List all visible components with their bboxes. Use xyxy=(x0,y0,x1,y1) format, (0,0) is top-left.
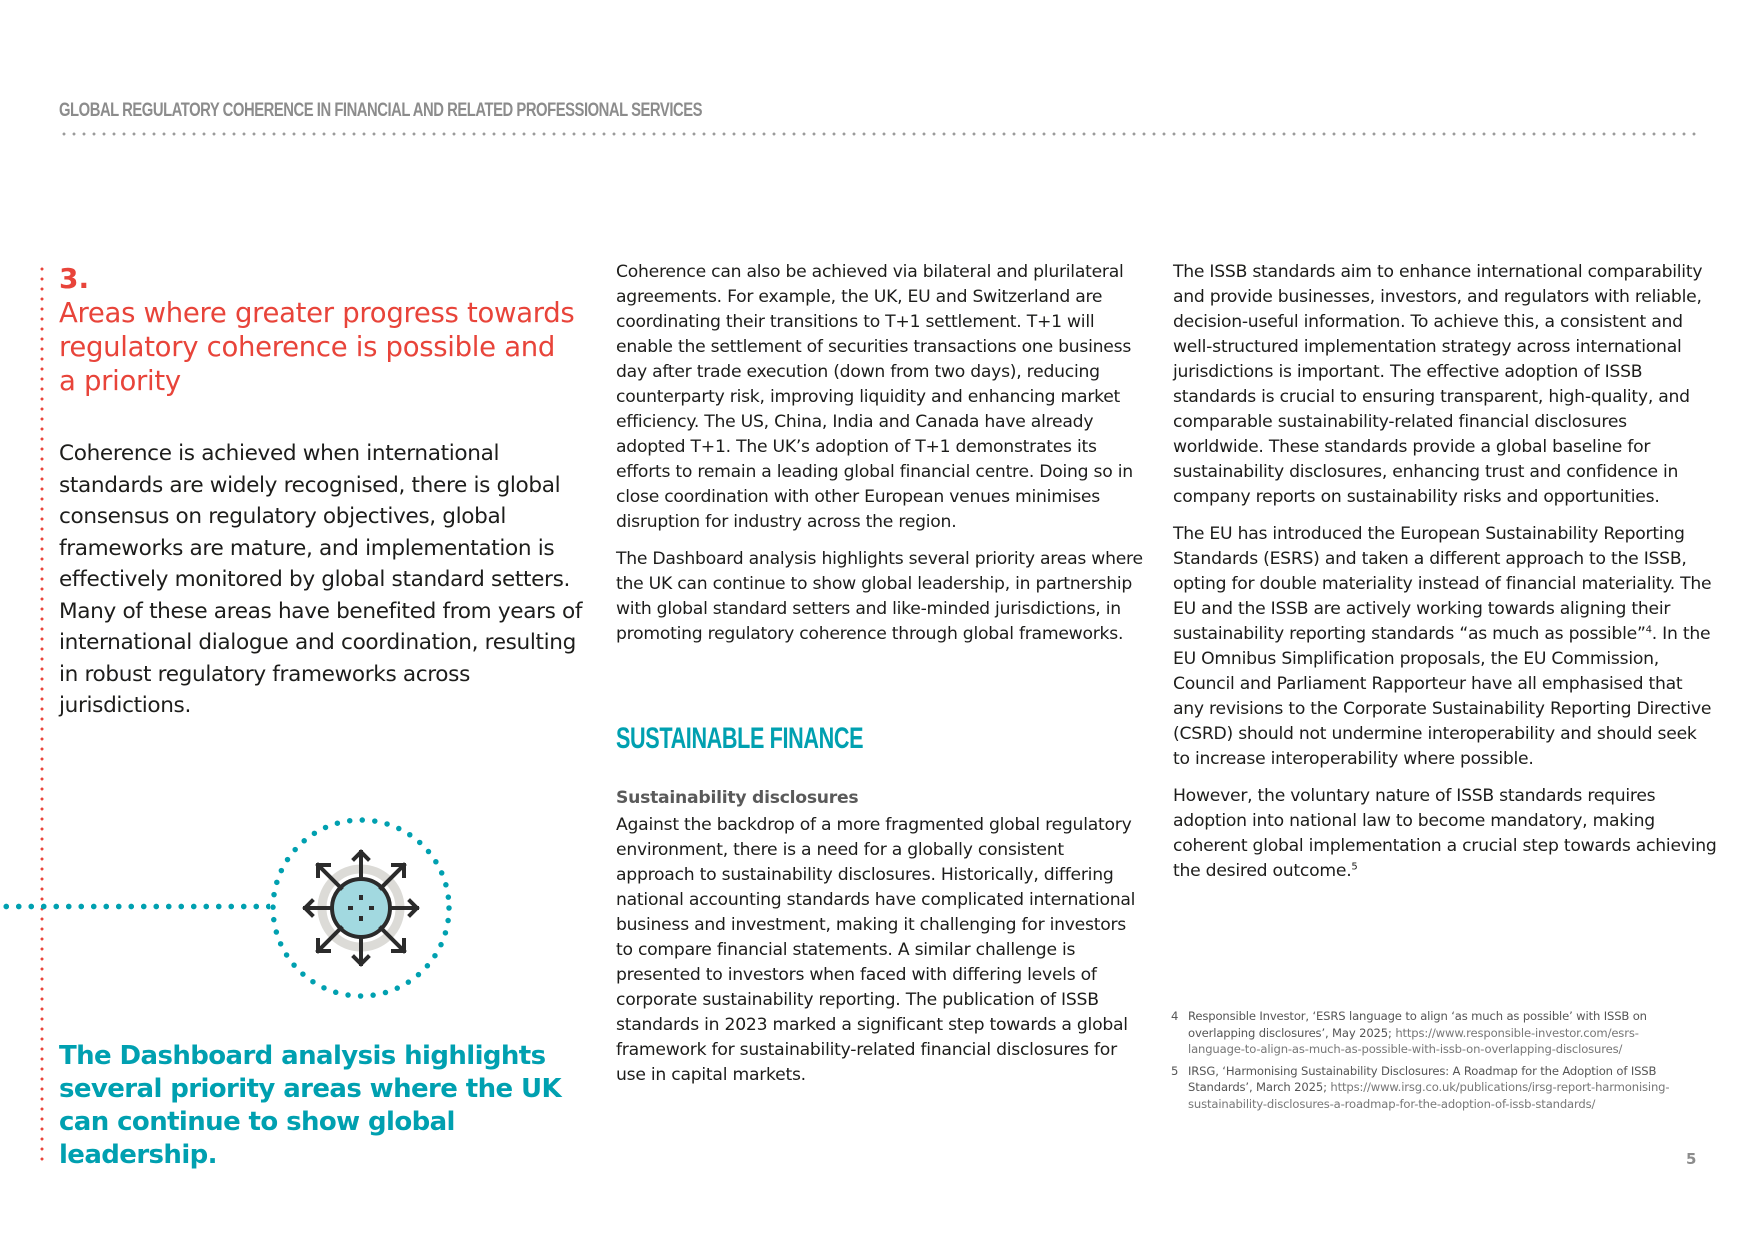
section-number: 3. xyxy=(59,262,90,295)
footnote xyxy=(1171,1008,1691,1058)
header-dotted-divider xyxy=(59,132,1699,136)
footnote-number: 5 xyxy=(1171,1063,1179,1078)
subheading-sustainability-disclosures: Sustainability disclosures xyxy=(616,788,859,808)
footnote-text: IRSG, ‘Harmonising Sustainability Disclosures: A Roadmap for the Adoption of ISSB Standards’, March 2025; xyxy=(1188,1063,1657,1094)
section-dotted-rule xyxy=(40,264,44,1164)
middle-column-lower xyxy=(616,813,1146,1100)
footnote-ref-5[interactable]: 5 xyxy=(1351,861,1358,873)
middle-column xyxy=(616,260,1146,659)
paragraph: Against the backdrop of a more fragmented global regulatory environment, there is a need for a globally consistent approach to sustainability disclosures. Historically, differing national accounting standards have complicated international business and investment, making it challenging for investors to compare financial statements. A similar challenge is presented to investors when faced with differing levels of corporate sustainability reporting. The publication of ISSB standards in 2023 marked a significant step towards a global framework for sustainability-related financial disclosures for use in capital markets. xyxy=(616,815,1136,1085)
paragraph: The ISSB standards aim to enhance international comparability and provide businesses, investors, and regulators with reliable, decision-useful information. To achieve this, a consistent and well-structured implementation strategy across international jurisdictions is important. The effective adoption of ISSB standards is crucial to ensuring transparent, high-quality, and comparable sustainability-related financial disclosures worldwide. These standards provide a global baseline for sustainability disclosures, enhancing trust and confidence in company reports on sustainability risks and opportunities. xyxy=(1173,262,1703,507)
section-title: Areas where greater progress towards regulatory coherence is possible and a priority xyxy=(59,297,575,397)
page-number: 5 xyxy=(1686,1150,1697,1168)
right-column xyxy=(1173,260,1718,896)
paragraph: Coherence can also be achieved via bilateral and plurilateral agreements. For example, the UK, EU and Switzerland are coordinating their transitions to T+1 settlement. T+1 will enable the settlement of securities transactions one business day after trade execution (down from two days), reducing counterparty risk, improving liquidity and enhancing market efficiency. The US, China, India and Canada have already adopted T+1. The UK’s adoption of T+1 demonstrates its efforts to remain a leading global financial centre. Doing so in close coordination with other European venues minimises disruption for industry across the region. xyxy=(616,262,1133,532)
running-header: GLOBAL REGULATORY COHERENCE IN FINANCIAL AND RELATED PROFESSIONAL SERVICES xyxy=(59,100,703,121)
footnote xyxy=(1171,1063,1691,1113)
paragraph: The EU has introduced the European Sustainability Reporting Standards (ESRS) and taken a different approach to the ISSB, opting for double materiality instead of financial materiality. The EU and the ISSB are actively working towards aligning their sustainability reporting standards “as much as possible”$^4$. In the EU Omnibus Simplification proposals, the EU Commission, Council and Parliament Rapporteur have all emphasised that any revisions to the Corporate Sustainability Reporting Directive (CSRD) should not undermine interoperability and should seek to increase interoperability where possible. xyxy=(1173,524,1712,769)
section-intro: Coherence is achieved when international standards are widely recognised, there is global consensus on regulatory objectives, global frameworks are mature, and implementation is effectively monitored by global standard setters. Many of these areas have benefited from years of international dialogue and coordination, resulting in robust regulatory frameworks across jurisdictions. xyxy=(59,441,583,718)
paragraph: However, the voluntary nature of ISSB standards requires adoption into national law to become mandatory, making coherent global implementation a crucial step towards achieving the desired outcome.$^5$ xyxy=(1173,786,1717,881)
pull-quote: The Dashboard analysis highlights several priority areas where the UK can continue to show global leadership. xyxy=(59,1041,562,1170)
footnote-text: Responsible Investor, ‘ESRS language to align ‘as much as possible’ with ISSB on overlapping disclosures’, May 2025; xyxy=(1188,1009,1647,1040)
footnotes xyxy=(1171,1008,1691,1117)
paragraph: The Dashboard analysis highlights several priority areas where the UK can continue to show global leadership, in partnership with global standard setters and like-minded jurisdictions, in promoting regulatory coherence through global frameworks. xyxy=(616,549,1143,644)
footnote-link[interactable]: https://www.irsg.co.uk/publications/irsg-report-harmonising-sustainability-disclosures-a-roadmap-for-the-adoption-of-issb-standards/ xyxy=(1188,1080,1670,1111)
footnote-ref-4[interactable]: 4 xyxy=(1645,624,1652,636)
footnote-link[interactable]: https://www.responsible-investor.com/esrs-language-to-align-as-much-as-possible-with-issb-on-overlapping-disclosures/ xyxy=(1188,1025,1639,1056)
network-expansion-icon xyxy=(268,815,454,1001)
teal-dotted-connector xyxy=(0,903,270,910)
section-heading-sustainable-finance: SUSTAINABLE FINANCE xyxy=(616,722,864,755)
footnote-number: 4 xyxy=(1171,1009,1179,1023)
